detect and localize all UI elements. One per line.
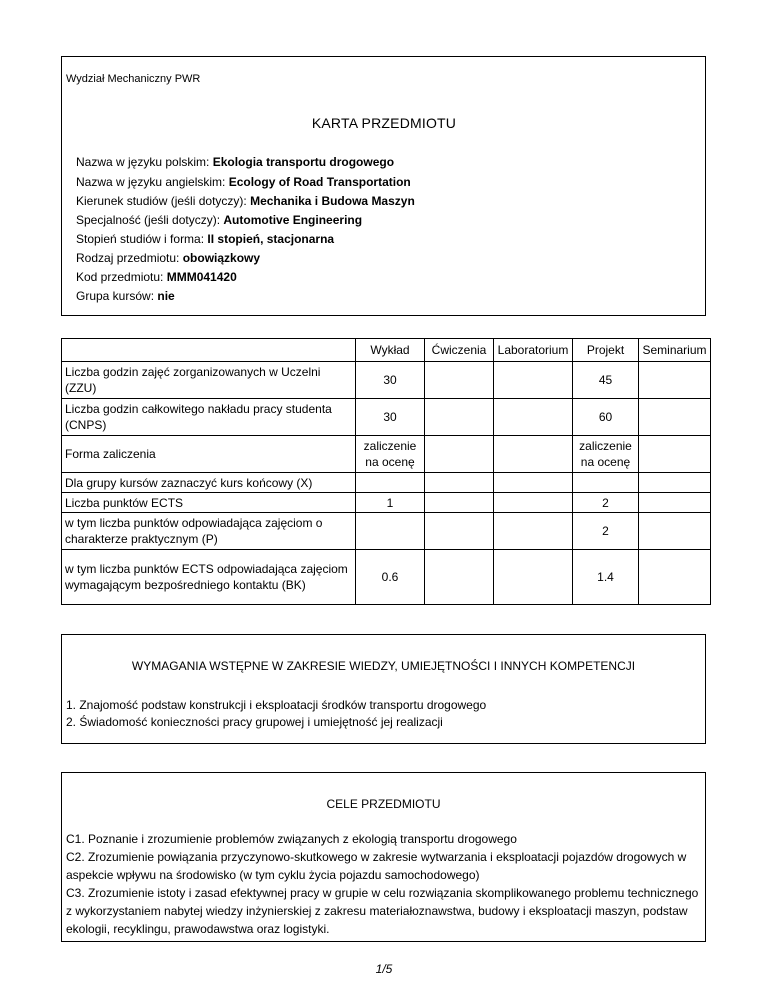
page-number: 1/5 bbox=[375, 962, 393, 976]
info-polish-name: Nazwa w języku polskim: Ekologia transportu drogowego bbox=[76, 155, 395, 169]
table-row bbox=[62, 362, 711, 399]
info-degree-form: Stopień studiów i forma: II stopień, stacjonarna bbox=[76, 232, 335, 246]
row-label: Liczba godzin całkowitego nakładu pracy studenta (CNPS) bbox=[62, 399, 356, 436]
table-row bbox=[62, 399, 711, 436]
cell bbox=[494, 399, 573, 436]
row-label: w tym liczba punktów odpowiadająca zajęciom o charakterze praktycznym (P) bbox=[62, 513, 356, 550]
cell: 1 bbox=[356, 493, 425, 513]
cell bbox=[425, 550, 494, 605]
cell bbox=[356, 513, 425, 550]
cell bbox=[639, 399, 711, 436]
cell: 30 bbox=[356, 362, 425, 399]
table-row bbox=[62, 513, 711, 550]
cell bbox=[639, 473, 711, 493]
requirement-item: 2. Świadomość konieczności pracy grupowej i umiejętność jej realizacji bbox=[66, 715, 443, 729]
cell bbox=[425, 436, 494, 473]
header-seminar: Seminarium bbox=[639, 339, 711, 362]
cell bbox=[573, 473, 639, 493]
header-project: Projekt bbox=[573, 339, 639, 362]
header-laboratory: Laboratorium bbox=[494, 339, 573, 362]
goals-list bbox=[66, 830, 706, 938]
header-empty-cell bbox=[62, 339, 356, 362]
table-row bbox=[62, 473, 711, 493]
table-row bbox=[62, 493, 711, 513]
requirement-item: 1. Znajomość podstaw konstrukcji i eksploatacji środków transportu drogowego bbox=[66, 698, 487, 712]
table-header-row bbox=[62, 339, 711, 362]
row-label: Dla grupy kursów zaznaczyć kurs końcowy (X) bbox=[62, 473, 356, 493]
cell bbox=[494, 362, 573, 399]
cell bbox=[639, 436, 711, 473]
row-label: Forma zaliczenia bbox=[62, 436, 356, 473]
row-label: Liczba punktów ECTS bbox=[62, 493, 356, 513]
requirements-title: WYMAGANIA WSTĘPNE W ZAKRESIE WIEDZY, UMIEJĘTNOŚCI I INNYCH KOMPETENCJI bbox=[131, 659, 636, 673]
cell: zaliczenie na ocenę bbox=[356, 436, 425, 473]
cell: zaliczenie na ocenę bbox=[573, 436, 639, 473]
cell bbox=[494, 473, 573, 493]
info-course-group: Grupa kursów: nie bbox=[76, 289, 175, 303]
info-english-name: Nazwa w języku angielskim: Ecology of Road Transportation bbox=[76, 175, 411, 189]
cell bbox=[494, 436, 573, 473]
cell bbox=[494, 550, 573, 605]
cell bbox=[425, 473, 494, 493]
goal-item: C1. Poznanie i zrozumienie problemów związanych z ekologią transportu drogowego bbox=[66, 832, 517, 846]
page-title: KARTA PRZEDMIOTU bbox=[311, 115, 457, 131]
cell bbox=[639, 513, 711, 550]
cell: 30 bbox=[356, 399, 425, 436]
cell: 0.6 bbox=[356, 550, 425, 605]
table-row bbox=[62, 550, 711, 605]
info-field-of-study: Kierunek studiów (jeśli dotyczy): Mechanika i Budowa Maszyn bbox=[76, 194, 415, 208]
goal-item: C2. Zrozumienie powiązania przyczynowo-skutkowego w zakresie wytwarzania i eksploatacji pojazdów drogowych w aspekcie wpływu na środowisko (w tym cyklu życia pojazdu samochodowego) bbox=[66, 850, 687, 882]
cell bbox=[639, 362, 711, 399]
hours-table bbox=[61, 338, 711, 605]
info-course-code: Kod przedmiotu: MMM041420 bbox=[76, 270, 237, 284]
cell: 2 bbox=[573, 513, 639, 550]
table-row bbox=[62, 436, 711, 473]
cell bbox=[425, 362, 494, 399]
faculty-name: Wydział Mechaniczny PWR bbox=[66, 73, 201, 85]
cell bbox=[425, 493, 494, 513]
cell: 2 bbox=[573, 493, 639, 513]
cell bbox=[356, 473, 425, 493]
cell bbox=[494, 513, 573, 550]
cell bbox=[639, 493, 711, 513]
info-specialization: Specjalność (jeśli dotyczy): Automotive Engineering bbox=[76, 213, 363, 227]
goal-item: C3. Zrozumienie istoty i zasad efektywnej pracy w grupie w celu rozwiązania skomplikowanego problemu technicznego z wykorzystaniem nabytej wiedzy inżynierskiej z zakresu materiałoznawstwa, budowy i eksploatacji maszyn, podstaw ekologii, recyklingu, prawodawstwa oraz logistyki. bbox=[66, 886, 699, 936]
cell bbox=[425, 399, 494, 436]
info-course-type: Rodzaj przedmiotu: obowiązkowy bbox=[76, 251, 261, 265]
header-lecture: Wykład bbox=[356, 339, 425, 362]
header-exercises: Ćwiczenia bbox=[425, 339, 494, 362]
cell bbox=[425, 513, 494, 550]
cell bbox=[494, 493, 573, 513]
row-label: w tym liczba punktów ECTS odpowiadająca zajęciom wymagającym bezpośredniego kontaktu (BK) bbox=[62, 550, 356, 605]
cell: 1.4 bbox=[573, 550, 639, 605]
cell: 60 bbox=[573, 399, 639, 436]
cell: 45 bbox=[573, 362, 639, 399]
cell bbox=[639, 550, 711, 605]
row-label: Liczba godzin zajęć zorganizowanych w Uczelni (ZZU) bbox=[62, 362, 356, 399]
goals-title: CELE PRZEDMIOTU bbox=[326, 797, 441, 811]
